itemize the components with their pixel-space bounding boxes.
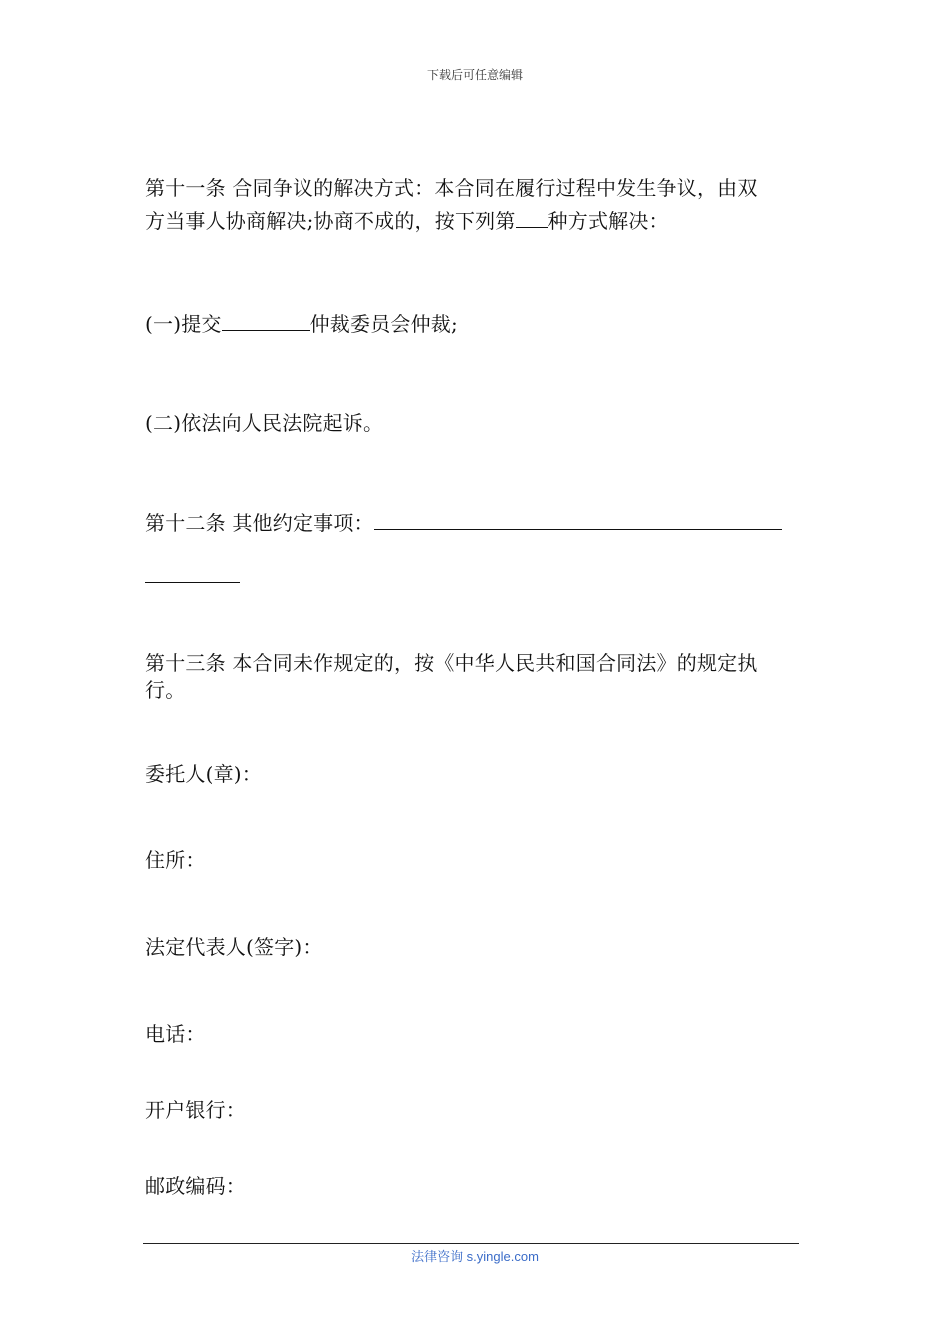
article-12-text: 第十二条 其他约定事项：	[145, 511, 374, 535]
address-label: 住所：	[145, 848, 206, 872]
article-11-line-1: 第十一条 合同争议的解决方式：本合同在履行过程中发生争议，由双	[145, 176, 758, 200]
arbitration-commission-blank	[222, 312, 310, 331]
option-1-prefix: (一)提交	[145, 312, 222, 336]
footer-link[interactable]: 法律咨询 s.yingle.com	[411, 1249, 539, 1264]
article-11-text-a: 方当事人协商解决;协商不成的，按下列第	[145, 209, 516, 233]
other-matters-blank-1	[374, 511, 782, 530]
article-13-line-2: 行。	[145, 678, 186, 702]
article-11	[145, 172, 810, 238]
article-12-continuation	[145, 560, 810, 593]
option-1-suffix: 仲裁委员会仲裁;	[309, 312, 458, 336]
article-13	[145, 647, 810, 707]
article-11-line-2	[145, 205, 810, 238]
principal-label: 委托人(章)：	[145, 762, 263, 786]
method-number-blank	[516, 209, 548, 228]
article-11-text-b: 种方式解决：	[547, 209, 669, 233]
phone-label: 电话：	[145, 1022, 206, 1046]
article-12	[145, 507, 810, 540]
footer-divider	[143, 1243, 799, 1244]
article-13-line-1: 第十三条 本合同未作规定的，按《中华人民共和国合同法》的规定执	[145, 651, 758, 675]
legal-representative-label: 法定代表人(签字)：	[145, 935, 323, 959]
page-header: 下载后可任意编辑	[426, 68, 523, 82]
option-1	[145, 308, 810, 341]
option-2: (二)依法向人民法院起诉。	[145, 411, 384, 435]
other-matters-blank-2	[145, 564, 240, 583]
postcode-label: 邮政编码：	[145, 1174, 246, 1198]
bank-label: 开户银行：	[145, 1098, 246, 1122]
